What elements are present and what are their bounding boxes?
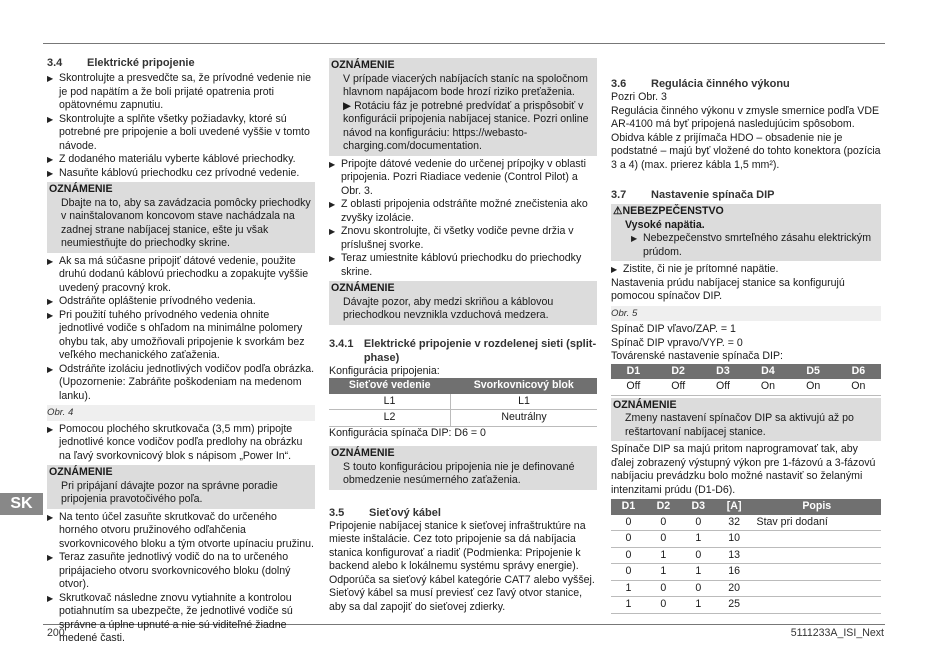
list-item: ▶ Na tento účel zasuňte skrutkovač do určeného horného otvoru pružinového odľahčenia svorkovnicového bloku a tým otvorte upínaciu pružinu.: [47, 511, 315, 552]
notice-text: Dávajte pozor, aby medzi skriňou a káblovou priechodkou nevznikla vzduchová medzera.: [343, 295, 554, 321]
body-text: Spínač DIP vľavo/ZAP. = 1: [611, 323, 736, 335]
page-number: 200: [47, 627, 65, 639]
table-row: [611, 597, 881, 614]
table-header: D2: [646, 499, 681, 515]
table-cell: On: [745, 379, 790, 395]
table-cell: 20: [716, 580, 753, 597]
table-cell: 16: [716, 564, 753, 581]
table-cell: [753, 597, 881, 614]
subsection-heading: 3.4.1 Elektrické pripojenie v rozdelenej sieti (split-phase): [329, 337, 597, 364]
list-item: ▶ Skontrolujte a presvedčte sa, že prívodné vedenie nie je pod napätím a že boli prijaté opatrenia proti opätovnému zapnutiu.: [47, 72, 315, 113]
table-row: [611, 531, 881, 548]
body-text: Spínače DIP sa majú pritom naprogramovať tak, aby ďalej zobrazený výstupný výkon pre 1-fázovú a 3-fázovú nabíjaciu prevádzku bolo možné nastaviť so želanými intenzitami prúdu (D1-D6).: [611, 443, 876, 496]
dip-config: Konfigurácia spínača DIP: D6 = 0: [329, 426, 486, 439]
list-item: ▶ Teraz umiestnite káblovú priechodku do priechodky skrine.: [329, 252, 597, 279]
notice-title: OZNÁMENIE: [331, 59, 395, 71]
column-3: [611, 77, 881, 614]
table-header: Popis: [753, 499, 881, 515]
top-rule: [43, 43, 885, 44]
table-cell: 0: [681, 515, 716, 531]
table-row: [611, 564, 881, 581]
table-header: [A]: [716, 499, 753, 515]
notice-box: [329, 446, 597, 490]
danger-subtitle: Vysoké napätia.: [625, 218, 705, 231]
body-text: Spínač DIP vpravo/VYP. = 0: [611, 336, 743, 349]
section-heading-3-5: 3.5 Sieťový kábel: [329, 506, 441, 519]
notice-box: [329, 281, 597, 325]
table-row: [611, 515, 881, 531]
notice-title: OZNÁMENIE: [613, 398, 677, 411]
notice-text: Pri pripájaní dávajte pozor na správne poradie pripojenia pravotočivého poľa.: [61, 479, 278, 505]
table-cell: Stav pri dodaní: [753, 515, 881, 531]
list-item: ▶ Pripojte dátové vedenie do určenej prípojky v oblasti pripojenia. Pozri Riadiace vedenie (Control Pilot) a Obr. 3.: [329, 158, 597, 199]
section-heading-3-7: 3.7 Nastavenie spínača DIP: [611, 189, 775, 201]
table-cell: 0: [646, 531, 681, 548]
table-cell: 0: [681, 547, 716, 564]
table-cell: Off: [656, 379, 701, 395]
table-cell: 0: [681, 580, 716, 597]
table-row: [611, 547, 881, 564]
table-header: D5: [791, 364, 836, 380]
notice-title: OZNÁMENIE: [49, 183, 113, 195]
table-cell: On: [791, 379, 836, 395]
section-ref: Pozri Obr. 3: [611, 91, 667, 103]
table-cell: [753, 580, 881, 597]
table-cell: Off: [611, 379, 656, 395]
notice-box: [47, 182, 315, 253]
body-text: Nastavenia prúdu nabíjacej stanice sa konfigurujú pomocou spínačov DIP.: [611, 276, 845, 302]
table-cell: [753, 564, 881, 581]
list-item: ▶ Z dodaného materiálu vyberte káblové priechodky.: [47, 153, 315, 167]
dip-factory-table: [611, 364, 881, 396]
danger-box: [611, 204, 881, 261]
list-item: ▶ Z oblasti pripojenia odstráňte možné znečistenia ako zvyšky izolácie.: [329, 198, 597, 225]
notice-text: S touto konfiguráciou pripojenia nie je definované obmedzenie nesúmerného zaťaženia.: [343, 460, 575, 486]
table-cell: 1: [646, 547, 681, 564]
notice-title: OZNÁMENIE: [331, 447, 395, 459]
danger-title: NEBEZPEČENSTVO: [622, 205, 724, 217]
section-text: Regulácia činného výkonu v zmysle smernice podľa VDE AR-4100 má byť pripojená nasledujúcim spôsobom. Obidva káble z prijímača HDO – obsadenie nie je podstatné – majú byť vložené do tohto konektora (pozícia 3 a 4) (max. prierez kábla 1,5 mm²).: [611, 104, 881, 171]
table-cell: 0: [646, 580, 681, 597]
list-item: ▶ Pri použití tuhého prívodného vedenia ohnite jednotlivé vodiče s ohľadom na minimálne polomery ohybu tak, aby umožňovali pripojenie k svorkám bez veľkého mechanického zaťaženia.: [47, 309, 315, 363]
connection-table: [329, 378, 597, 427]
notice-title: OZNÁMENIE: [49, 466, 113, 478]
notice-box: [329, 58, 597, 156]
list-item: ▶ Odstráňte izoláciu jednotlivých vodičov podľa obrázka. (Upozornenie: Zabráňte poškodeniam na medenom lanku).: [47, 363, 315, 404]
notice-text: V prípade viacerých nabíjacích staníc na spoločnom hlavnom napájacom bode hrozí riziko preťaženia.: [343, 72, 588, 98]
table-header: D3: [681, 499, 716, 515]
section-heading-3-6: 3.6 Regulácia činného výkonu: [611, 78, 790, 90]
notice-text: ▶ Rotáciu fáz je potrebné predvídať a prispôsobiť v konfigurácii pripojenia nabíjacej stanice. Pozri online návod na konfiguráciu: https://webasto-charging.com/documentation.: [343, 99, 589, 152]
table-row: [611, 379, 881, 395]
list-item: ▶ Skrutkovač následne znovu vytiahnite a kontrolou potiahnutím sa ubezpečte, že jednotlivé vodiče sú správne a úplne upnuté a nie sú viditeľné žiadne medené časti.: [47, 592, 315, 646]
table-header: D6: [836, 364, 881, 380]
notice-box: [47, 465, 315, 509]
table-cell: 1: [681, 531, 716, 548]
list-item: ▶ Znovu skontrolujte, či všetky vodiče pevne držia v príslušnej svorke.: [329, 225, 597, 252]
table-cell: 0: [611, 547, 646, 564]
table-header: D1: [611, 499, 646, 515]
notice-title: OZNÁMENIE: [331, 282, 395, 294]
table-cell: 32: [716, 515, 753, 531]
table-cell: 1: [681, 597, 716, 614]
figure-caption: Obr. 4: [47, 405, 315, 421]
table-cell: 25: [716, 597, 753, 614]
body-text: Továrenské nastavenie spínača DIP:: [611, 350, 783, 362]
table-header: D3: [701, 364, 746, 380]
table-cell: 1: [681, 564, 716, 581]
table-cell: 0: [611, 515, 646, 531]
table-cell: 1: [611, 580, 646, 597]
table-row: L1 L1: [329, 394, 597, 410]
list-item: ▶ Ak sa má súčasne pripojiť dátové vedenie, použite druhú dodanú káblovú priechodku a zopakujte vyššie uvedený pracovný krok.: [47, 255, 315, 296]
table-cell: 0: [646, 515, 681, 531]
table-cell: On: [836, 379, 881, 395]
table-header: D2: [656, 364, 701, 380]
table-cell: 1: [611, 597, 646, 614]
list-item: ▶ Nasuňte káblovú priechodku cez prívodné vedenie.: [47, 167, 315, 181]
warning-icon: ⚠: [613, 205, 623, 217]
table-row: [611, 580, 881, 597]
table-cell: 1: [646, 564, 681, 581]
table-header: D1: [611, 364, 656, 380]
list-item: ▶ Odstráňte opláštenie prívodného vedenia.: [47, 295, 315, 309]
section-heading-3-4: 3.4 Elektrické pripojenie: [47, 57, 195, 69]
config-label: Konfigurácia pripojenia:: [329, 364, 440, 377]
danger-item: ▶ Nebezpečenstvo smrteľného zásahu elektrickým prúdom.: [631, 232, 877, 259]
table-row: L2 Neutrálny: [329, 410, 597, 427]
arrow-icon: ▶: [343, 99, 355, 112]
table-cell: 0: [646, 597, 681, 614]
table-header: Svorkovnicový blok: [450, 378, 597, 394]
list-item: ▶ Teraz zasuňte jednotlivý vodič do na to určeného pripájacieho otvoru svorkovnicového bloku (dolný otvor).: [47, 551, 315, 592]
table-cell: Off: [701, 379, 746, 395]
document-id: 5111233A_ISI_Next: [790, 627, 884, 639]
notice-box: [611, 398, 881, 442]
figure-caption: Obr. 5: [611, 306, 881, 322]
notice-text: Zmeny nastavení spínačov DIP sa aktivujú až po reštartovaní nabíjacej stanice.: [625, 412, 854, 438]
table-header: D4: [745, 364, 790, 380]
language-tab: SK: [0, 493, 43, 515]
list-item: ▶ Pomocou plochého skrutkovača (3,5 mm) pripojte jednotlivé konce vodičov podľa predlohy na obrázku na ľavý svorkovnicový blok s nápisom „Power In“.: [47, 423, 315, 464]
table-cell: [753, 547, 881, 564]
list-item: ▶ Skontrolujte a splňte všetky požiadavky, ktoré sú potrebné pre pripojenie a boli uvedené vyššie v tomto návode.: [47, 113, 315, 154]
table-cell: 0: [611, 564, 646, 581]
table-cell: [753, 531, 881, 548]
column-2: [329, 56, 597, 614]
section-text: Pripojenie nabíjacej stanice k sieťovej infraštruktúre na mieste inštalácie. Cez toto pripojenie sa dá nabíjacia stanica konfigurovať a riadiť (Podmienka: Pripojenie k backend alebo k lokálnemu systému správy energie). Odporúča sa sieťový kábel kategórie CAT7 alebo vyššej. Sieťový kábel sa musí previesť cez ľavý otvor stanice, aby sa dal zapojiť do sieťovej zdierky.: [329, 519, 595, 613]
table-header: Sieťové vedenie: [329, 378, 450, 394]
table-cell: 0: [611, 531, 646, 548]
column-1: [47, 56, 315, 646]
list-item: ▶ Zistite, či nie je prítomné napätie.: [611, 263, 881, 277]
table-cell: 10: [716, 531, 753, 548]
notice-text: Dbajte na to, aby sa zavádzacia pomôcky priechodky v nainštalovanom koncovom stave nachádzala na zadnej strane nabíjacej stanice, ešte ju však neumiestňujte do priechodky skrine.: [61, 196, 311, 249]
current-table: [611, 499, 881, 614]
table-cell: 13: [716, 547, 753, 564]
